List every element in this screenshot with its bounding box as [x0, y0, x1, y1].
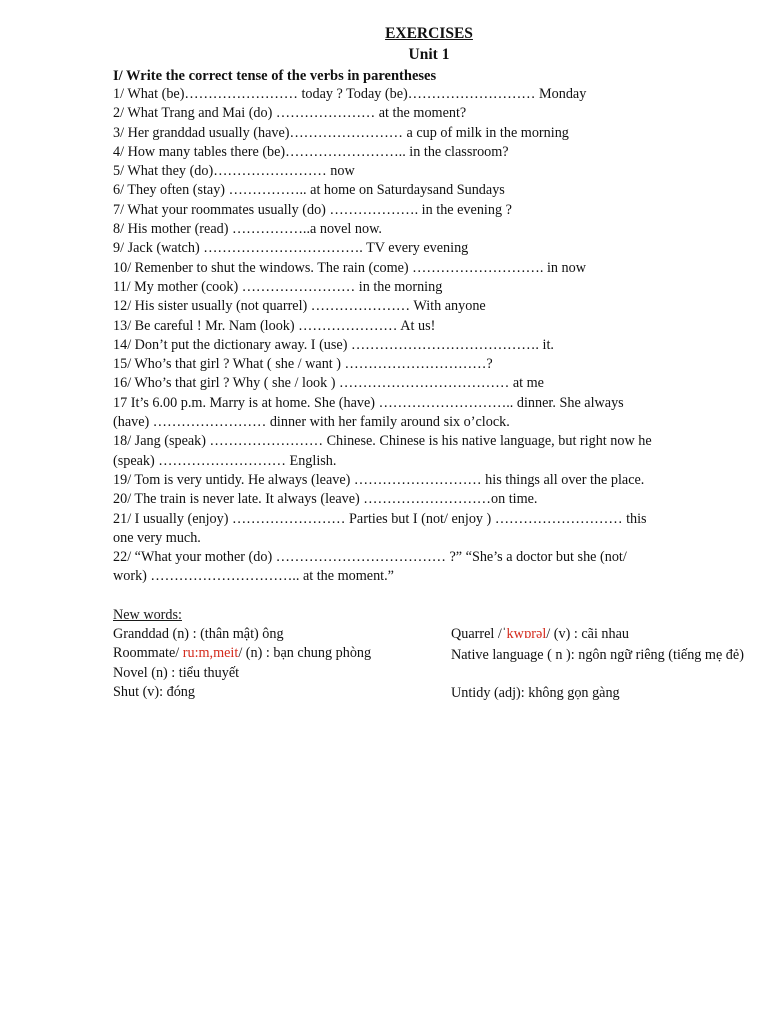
vocab-meaning: / (n) : bạn chung phòng: [238, 645, 372, 662]
instruction-heading: I/ Write the correct tense of the verbs in parentheses: [113, 68, 437, 84]
page-title: EXERCISES: [385, 25, 473, 42]
exercise-line: 21/ I usually (enjoy) …………………… Parties but I (not/ enjoy ) ……………………… this: [113, 510, 647, 527]
vocab-item-novel: Novel (n) : tiểu thuyết: [113, 664, 240, 681]
vocab-column-right: [451, 625, 751, 703]
exercise-line: 22/ “What your mother (do) ……………………………… ?” “She’s a doctor but she (not/: [113, 549, 627, 566]
vocab-item-granddad: Granddad (n) : (thân mật) ông: [113, 626, 284, 642]
exercise-line: 15/ Who’s that girl ? What ( she / want ) …………………………?: [113, 356, 493, 373]
exercise-list: [113, 85, 738, 587]
vocab-column-left: [113, 625, 433, 702]
exercise-line: 1/ What (be)…………………… today ? Today (be)……………………… Monday: [113, 86, 587, 102]
vocab-item-native-language: Native language ( n ): ngôn ngữ riêng (tiếng mẹ đẻ): [451, 647, 744, 663]
new-words-colon: :: [178, 607, 182, 623]
vocab-word: Quarrel /ˈ: [451, 626, 507, 642]
exercise-line: work) ………………………….. at the moment.”: [113, 568, 394, 585]
exercise-line: 16/ Who’s that girl ? Why ( she / look ) ……………………………… at me: [113, 375, 544, 392]
vocab-item-roommate: [113, 644, 433, 663]
exercise-line: 11/ My mother (cook) …………………… in the morning: [113, 278, 443, 295]
exercise-line: 17 It’s 6.00 p.m. Marry is at home. She (have) ……………………….. dinner. She always: [113, 394, 624, 411]
exercise-line: 13/ Be careful ! Mr. Nam (look) ………………… At us!: [113, 317, 436, 334]
vocab-item-shut: Shut (v): đóng: [113, 683, 195, 700]
exercise-line: 9/ Jack (watch) ……………………………. TV every evening: [113, 240, 469, 257]
exercise-line: 2/ What Trang and Mai (do) ………………… at the moment?: [113, 105, 467, 122]
ipa-transcription: ru:m,meit: [182, 645, 239, 662]
unit-title: Unit 1: [408, 46, 450, 63]
exercise-line: 14/ Don’t put the dictionary away. I (use) …………………………………. it.: [113, 336, 554, 353]
exercise-line: one very much.: [113, 529, 201, 546]
vocab-meaning: / (v) : cãi nhau: [546, 626, 630, 642]
vocab-item-quarrel: [451, 625, 751, 646]
ipa-transcription: kwɒrəl: [506, 626, 547, 642]
exercise-line: 5/ What they (do)…………………… now: [113, 163, 355, 180]
vocab-item-untidy: Untidy (adj): không gọn gàng: [451, 685, 620, 701]
new-words-label: [113, 606, 182, 625]
vocab-word: Roommate/: [113, 645, 183, 662]
exercise-line: 3/ Her granddad usually (have)…………………… a cup of milk in the morning: [113, 124, 569, 141]
new-words-text: New words: [113, 607, 179, 623]
exercise-line: 4/ How many tables there (be)…………………….. in the classroom?: [113, 143, 509, 160]
exercise-line: 10/ Remenber to shut the windows. The rain (come) ………………………. in now: [113, 259, 586, 276]
exercise-line: (speak) ……………………… English.: [113, 452, 337, 469]
exercise-line: 7/ What your roommates usually (do) ………………. in the evening ?: [113, 201, 512, 218]
exercise-line: 8/ His mother (read) ……………..a novel now.: [113, 221, 382, 238]
exercise-line: 12/ His sister usually (not quarrel) ………………… With anyone: [113, 298, 486, 315]
exercise-line: 18/ Jang (speak) …………………… Chinese. Chinese is his native language, but right now he: [113, 433, 652, 450]
exercise-line: (have) …………………… dinner with her family around six o’clock.: [113, 414, 510, 431]
exercise-line: 20/ The train is never late. It always (leave) ………………………on time.: [113, 491, 538, 508]
exercise-line: 6/ They often (stay) …………….. at home on Saturdaysand Sundays: [113, 182, 505, 199]
exercise-line: 19/ Tom is very untidy. He always (leave) ……………………… his things all over the place.: [113, 471, 645, 488]
